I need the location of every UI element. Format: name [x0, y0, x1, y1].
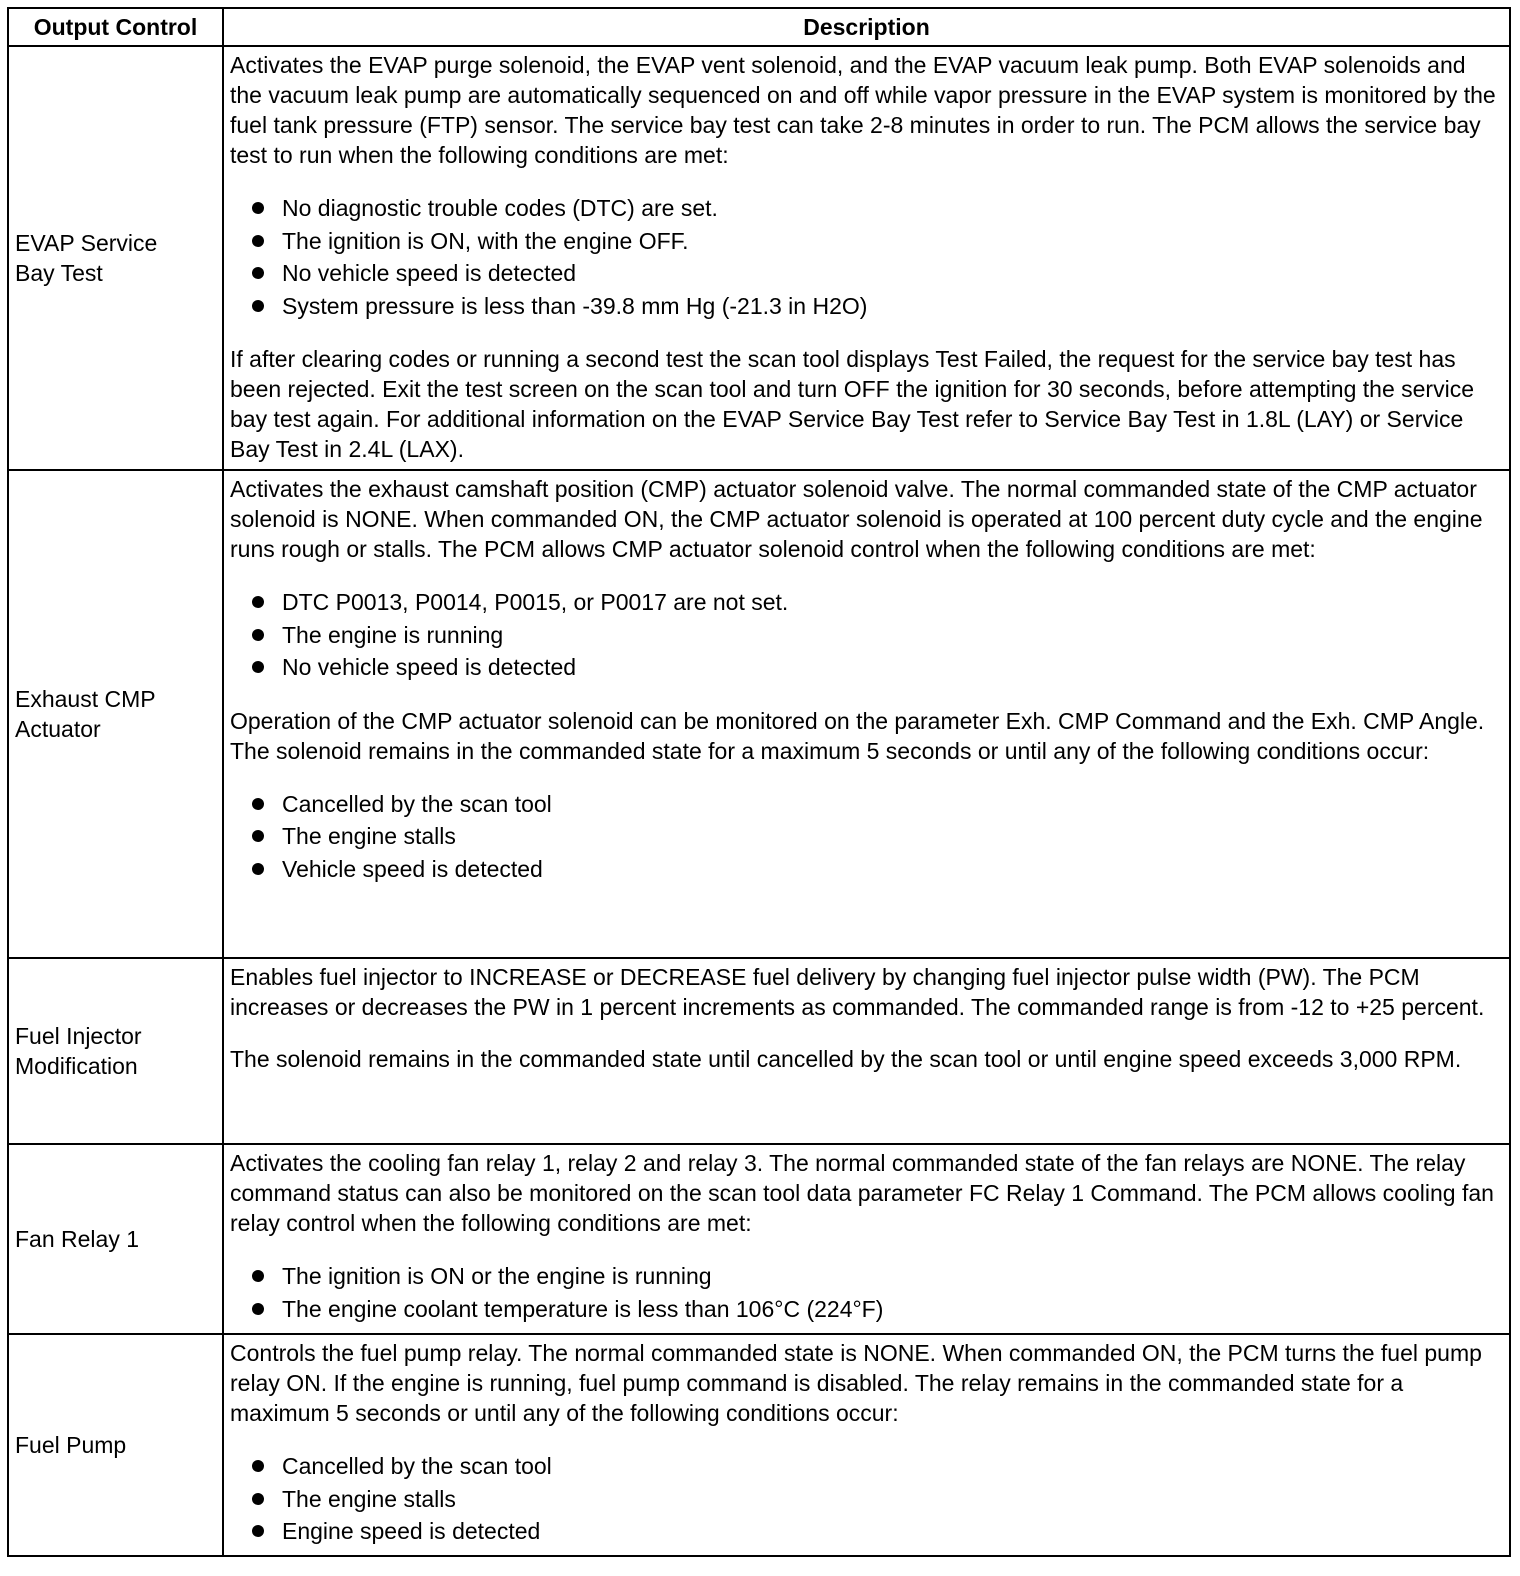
description-cell [223, 958, 1510, 1144]
list-item: The engine stalls [252, 820, 1501, 853]
control-name-line: Actuator [15, 716, 101, 742]
table-row [8, 470, 1510, 958]
condition-list [230, 1260, 1501, 1325]
list-item: No vehicle speed is detected [252, 651, 1501, 684]
header-output-control: Output Control [8, 8, 223, 46]
output-control-cell [8, 1334, 223, 1556]
description-paragraph: The solenoid remains in the commanded state until cancelled by the scan tool or until engine speed exceeds 3,000 RPM. [230, 1046, 1462, 1072]
description-cell [223, 46, 1510, 470]
list-item: Engine speed is detected [252, 1515, 1501, 1548]
output-control-cell [8, 470, 223, 958]
list-item: The engine coolant temperature is less than 106°C (224°F) [252, 1293, 1501, 1326]
control-name-line: Fuel Pump [15, 1432, 127, 1458]
description-paragraph: Activates the exhaust camshaft position (CMP) actuator solenoid valve. The normal commanded state of the CMP actuator solenoid is NONE. When commanded ON, the CMP actuator solenoid is operated at 100 percent duty cycle and the engine runs rough or stalls. The PCM allows CMP actuator solenoid control when the following conditions are met: [230, 476, 1483, 562]
description-paragraph: If after clearing codes or running a second test the scan tool displays Test Failed, the request for the service bay test has been rejected. Exit the test screen on the scan tool and turn OFF the ignition for 30 seconds, before attempting the service bay test again. For additional information on the EVAP Service Bay Test refer to Service Bay Test in 1.8L (LAY) or Service Bay Test in 2.4L (LAX). [230, 346, 1474, 463]
output-control-cell [8, 958, 223, 1144]
description-paragraph: Enables fuel injector to INCREASE or DECREASE fuel delivery by changing fuel injector pulse width (PW). The PCM increases or decreases the PW in 1 percent increments as commanded. The commanded range is from -12 to +25 percent. [230, 964, 1485, 1020]
condition-list [230, 788, 1501, 886]
table-row [8, 1144, 1510, 1334]
list-item: Vehicle speed is detected [252, 853, 1501, 886]
description-paragraph: Activates the EVAP purge solenoid, the EVAP vent solenoid, and the EVAP vacuum leak pump. Both EVAP solenoids and the vacuum leak pump are automatically sequenced on and off while vapor pressure in the EVAP system is monitored by the fuel tank pressure (FTP) sensor. The service bay test can take 2-8 minutes in order to run. The PCM allows the service bay test to run when the following conditions are met: [230, 52, 1496, 168]
control-name-line: Exhaust CMP [15, 686, 156, 712]
condition-list [230, 1450, 1501, 1548]
list-item: System pressure is less than -39.8 mm Hg (-21.3 in H2O) [252, 290, 1501, 323]
list-item: DTC P0013, P0014, P0015, or P0017 are not set. [252, 586, 1501, 619]
control-name-line: EVAP Service [15, 230, 158, 256]
table-row [8, 46, 1510, 470]
control-name-line: Bay Test [15, 260, 103, 286]
description-paragraph: Operation of the CMP actuator solenoid can be monitored on the parameter Exh. CMP Command and the Exh. CMP Angle. The solenoid remains in the commanded state for a maximum 5 seconds or until any of the following conditions occur: [230, 707, 1485, 764]
description-paragraph: Controls the fuel pump relay. The normal commanded state is NONE. When commanded ON, the PCM turns the fuel pump relay ON. If the engine is running, fuel pump command is disabled. The relay remains in the commanded state for a maximum 5 seconds or until any of the following conditions occur: [230, 1340, 1482, 1426]
description-cell [223, 1144, 1510, 1334]
list-item: The ignition is ON or the engine is running [252, 1260, 1501, 1293]
output-control-cell [8, 1144, 223, 1334]
list-item: No diagnostic trouble codes (DTC) are set. [252, 192, 1501, 225]
list-item: No vehicle speed is detected [252, 257, 1501, 290]
list-item: The engine stalls [252, 1483, 1501, 1516]
list-item: The ignition is ON, with the engine OFF. [252, 225, 1501, 258]
condition-list [230, 192, 1501, 322]
description-cell [223, 470, 1510, 958]
list-item: Cancelled by the scan tool [252, 1450, 1501, 1483]
table-row [8, 958, 1510, 1144]
output-control-table-wrapper [7, 7, 1511, 1557]
table-header-row [8, 8, 1510, 46]
table-row [8, 1334, 1510, 1556]
description-cell [223, 1334, 1510, 1556]
header-description: Description [223, 8, 1510, 46]
control-name-line: Fan Relay 1 [15, 1226, 140, 1252]
list-item: The engine is running [252, 619, 1501, 652]
condition-list [230, 586, 1501, 684]
list-item: Cancelled by the scan tool [252, 788, 1501, 821]
control-name-line: Fuel Injector [15, 1023, 142, 1049]
output-control-cell [8, 46, 223, 470]
control-name-line: Modification [15, 1053, 138, 1079]
description-paragraph: Activates the cooling fan relay 1, relay 2 and relay 3. The normal commanded state of the fan relays are NONE. The relay command status can also be monitored on the scan tool data parameter FC Relay 1 Command. The PCM allows cooling fan relay control when the following conditions are met: [230, 1150, 1494, 1236]
output-control-table [7, 7, 1511, 1557]
